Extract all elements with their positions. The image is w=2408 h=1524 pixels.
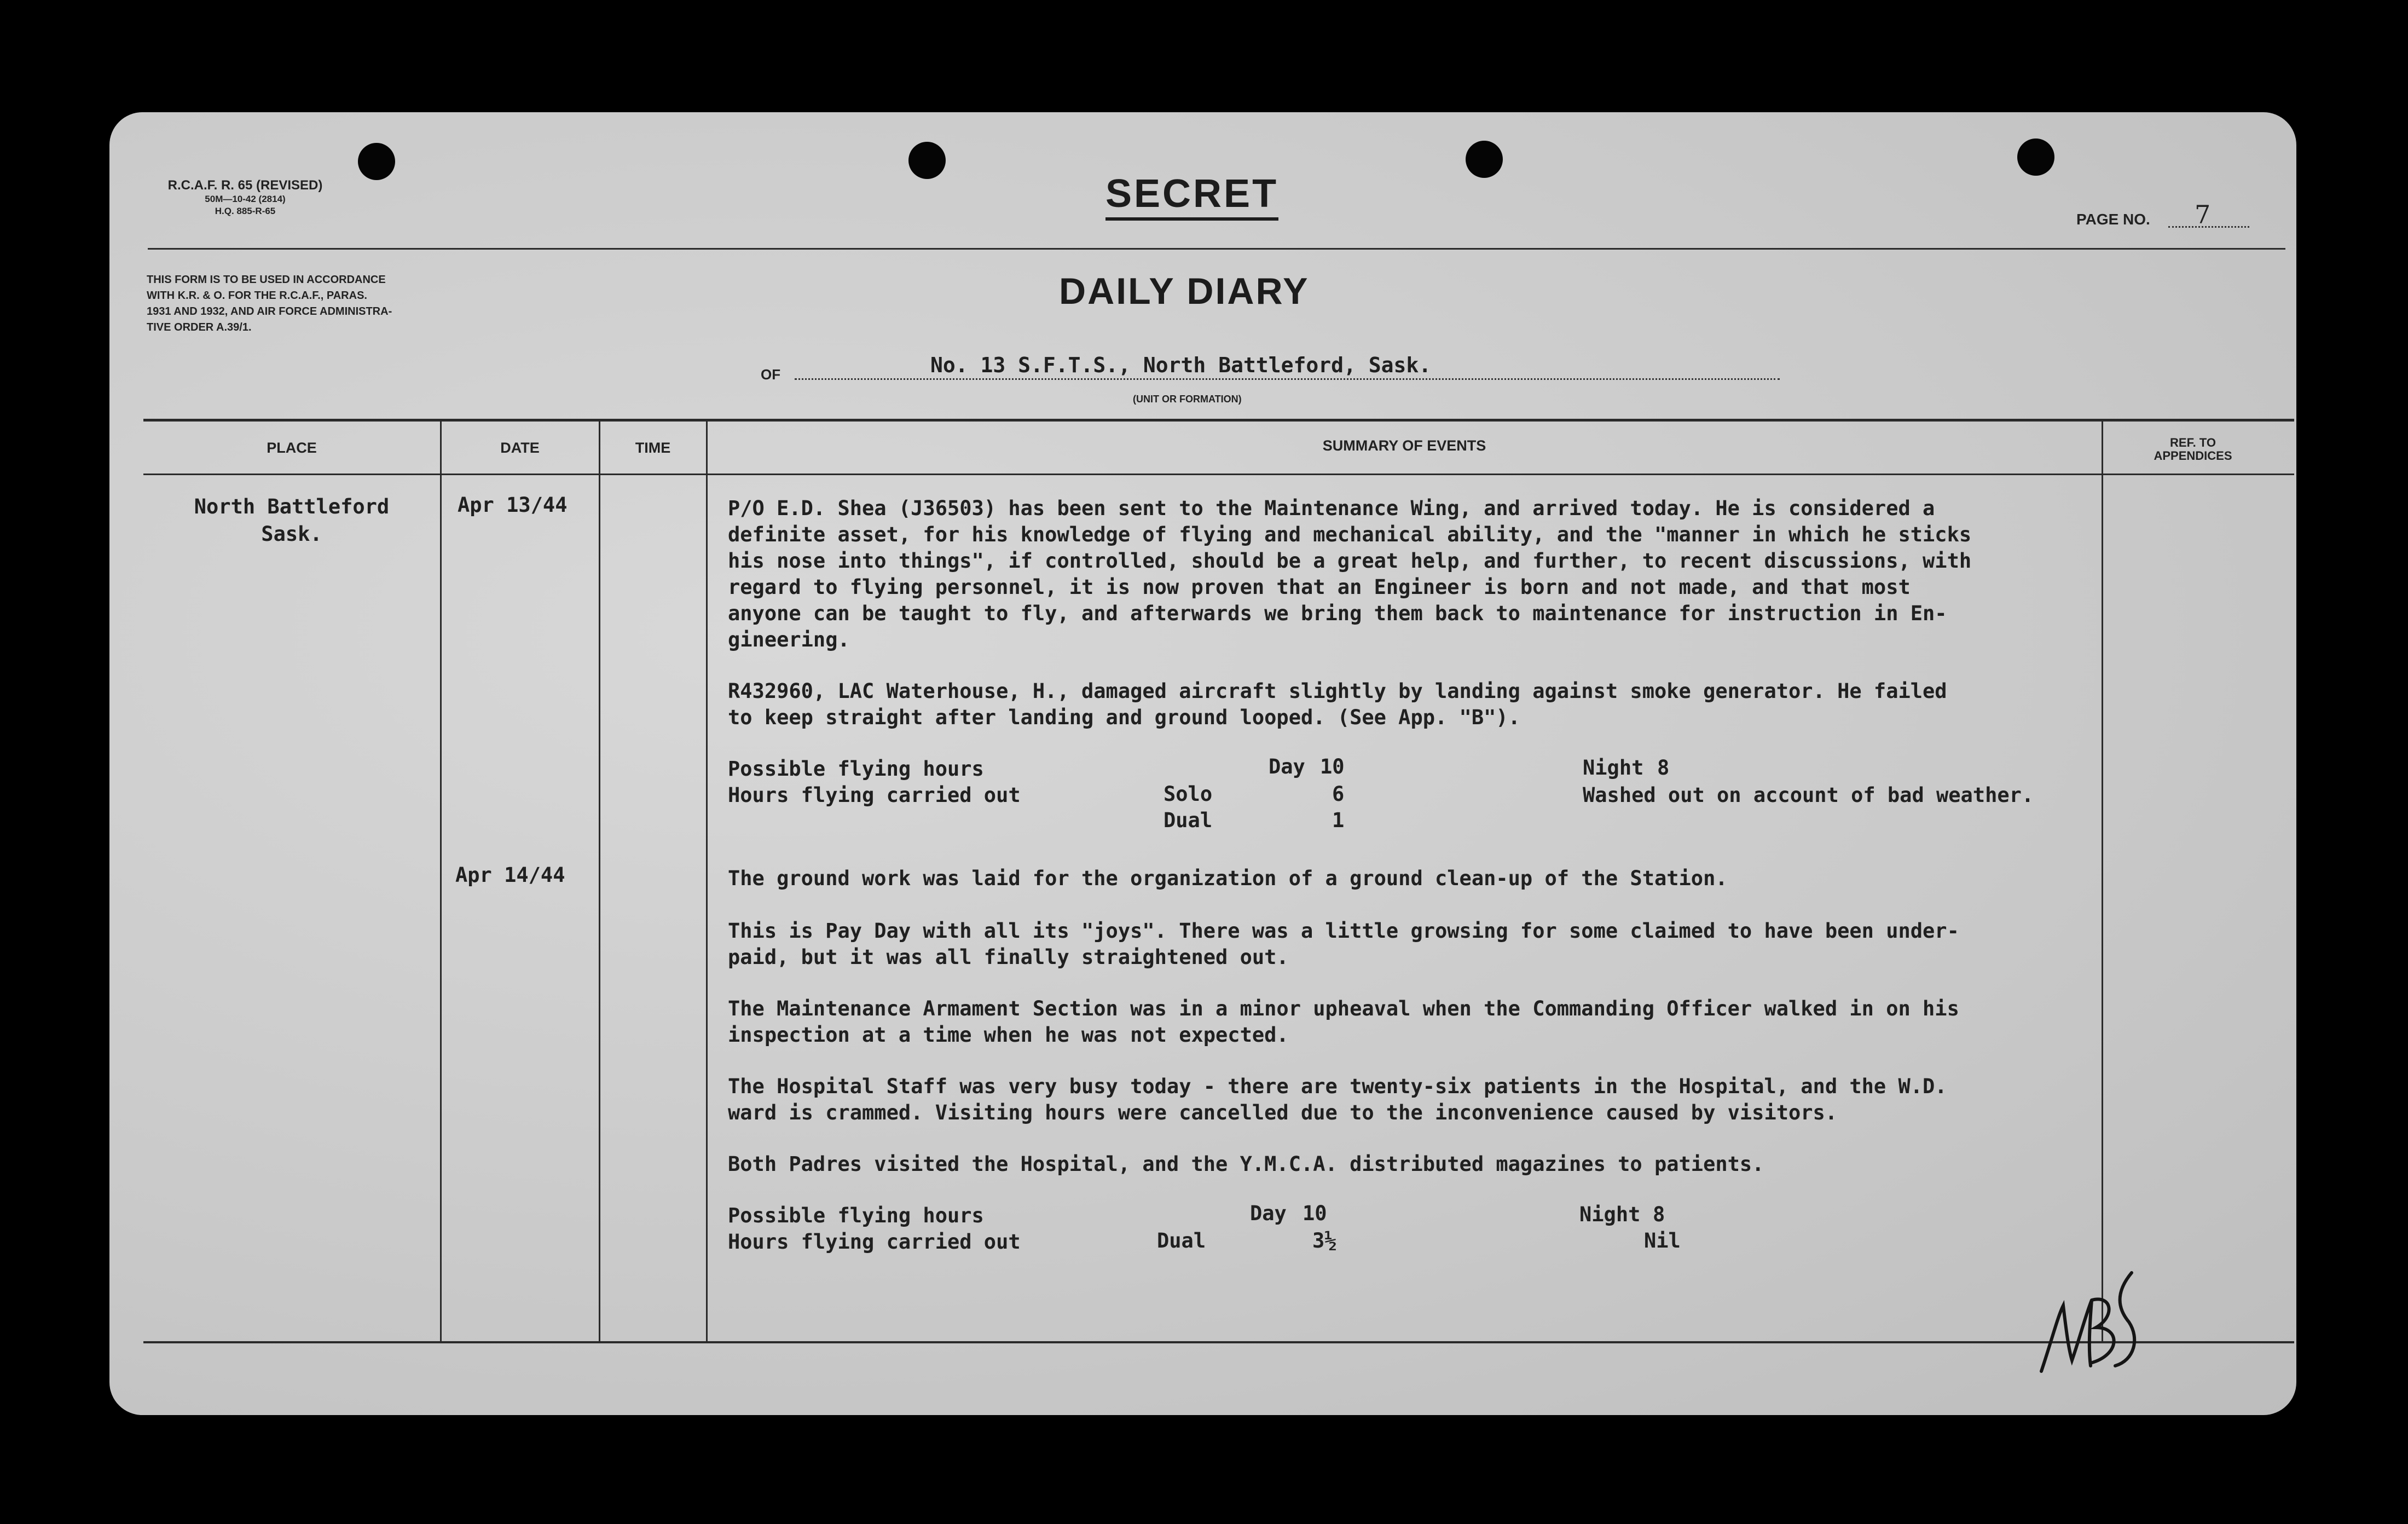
- entry-line: definite asset, for his knowledge of flying and mechanical ability, and the "manner in which he sticks: [728, 523, 1972, 546]
- day-label: Day: [1250, 1202, 1287, 1225]
- unit-underline: [795, 378, 1780, 380]
- print-code: 50M—10-42 (2814): [205, 194, 286, 204]
- entry-line: The Hospital Staff was very busy today - there are twenty-six patients in the Hospital, and the W.D.: [728, 1075, 1947, 1098]
- form-instructions: [147, 272, 392, 336]
- date-cell: Apr 14/44: [455, 863, 565, 887]
- column-divider: [599, 419, 600, 1343]
- entry-line: P/O E.D. Shea (J36503) has been sent to the Maintenance Wing, and arrived today. He is considered a: [728, 497, 1935, 520]
- entry-line: to keep straight after landing and ground looped. (See App. "B").: [728, 706, 1520, 729]
- diary-entry: [728, 865, 2096, 892]
- binder-hole: [908, 142, 946, 179]
- column-divider: [2102, 419, 2103, 1343]
- hq-code: H.Q. 885-R-65: [215, 206, 276, 216]
- unit-name: No. 13 S.F.T.S., North Battleford, Sask.: [930, 353, 1432, 377]
- carried-hours-label: Hours flying carried out: [728, 783, 1021, 807]
- night-label: Night: [1583, 756, 1644, 780]
- possible-hours-label: Possible flying hours: [728, 757, 984, 781]
- entry-line: ward is crammed. Visiting hours were cancelled due to the inconvenience caused by visitors.: [728, 1101, 1838, 1124]
- column-divider: [440, 419, 442, 1343]
- solo-hours: 6: [1332, 782, 1345, 806]
- entry-line: The ground work was laid for the organization of a ground clean-up of the Station.: [728, 867, 1728, 890]
- night-hours-carried: Nil: [1644, 1229, 1681, 1252]
- day-hours: 10: [1320, 755, 1345, 778]
- entry-line: gineering.: [728, 628, 850, 651]
- night-hours: 8: [1653, 1203, 1665, 1226]
- instruction-line: WITH K.R. & O. FOR THE R.C.A.F., PARAS.: [147, 290, 367, 302]
- day-label: Day: [1269, 755, 1305, 778]
- of-label: OF: [761, 366, 781, 383]
- diary-card: [109, 112, 2296, 1415]
- page-label: PAGE NO.: [2076, 211, 2150, 228]
- entry-line: The Maintenance Armament Section was in a minor upheaval when the Commanding Officer walked in on his: [728, 997, 1959, 1020]
- appendices-label: APPENDICES: [2154, 449, 2232, 463]
- entry-line: R432960, LAC Waterhouse, H., damaged aircraft slightly by landing against smoke generator. He failed: [728, 679, 1947, 703]
- binder-hole: [358, 143, 395, 180]
- place-province: Sask.: [261, 522, 322, 546]
- header-rule: [148, 248, 2285, 250]
- night-hours: 8: [1657, 756, 1670, 780]
- entry-line: regard to flying personnel, it is now proven that an Engineer is born and not made, and that most: [728, 575, 1911, 599]
- table-top-rule: [143, 419, 2294, 422]
- dual-hours: 1: [1332, 809, 1345, 832]
- entry-line: his nose into things", if controlled, should be a great help, and further, to recent discussions, with: [728, 549, 1972, 573]
- table-bottom-rule: [143, 1341, 2294, 1343]
- page-number: 7: [2195, 200, 2211, 229]
- instruction-line: 1931 AND 1932, AND AIR FORCE ADMINISTRA-: [147, 305, 392, 318]
- place-name: North Battleford: [194, 495, 390, 518]
- diary-entry: [728, 918, 2096, 971]
- form-number: R.C.A.F. R. 65 (REVISED): [167, 178, 323, 193]
- entry-line: anyone can be taught to fly, and afterwards we bring them back to maintenance for instruction in En-: [728, 602, 1947, 625]
- diary-entry: [728, 996, 2096, 1048]
- column-header-place: PLACE: [267, 440, 317, 456]
- column-header-summary: SUMMARY OF EVENTS: [1322, 437, 1486, 454]
- diary-entry: [728, 678, 2096, 731]
- dual-label: Dual: [1157, 1229, 1206, 1252]
- solo-label: Solo: [1164, 782, 1213, 806]
- entry-line: Both Padres visited the Hospital, and the Y.M.C.A. distributed magazines to patients.: [728, 1152, 1764, 1176]
- entry-line: This is Pay Day with all its "joys". There was a little growsing for some claimed to have been under-: [728, 919, 1959, 943]
- entry-line: inspection at a time when he was not expected.: [728, 1023, 1289, 1047]
- classification-stamp: SECRET: [1105, 171, 1278, 221]
- form-number-block: [152, 178, 338, 217]
- diary-entry: [728, 495, 2096, 653]
- column-divider: [706, 419, 708, 1343]
- column-header-date: DATE: [500, 440, 540, 456]
- signature-initials: [2019, 1256, 2151, 1388]
- column-header-time: TIME: [635, 440, 671, 456]
- place-cell: [143, 493, 440, 548]
- unit-caption: (UNIT OR FORMATION): [1133, 394, 1242, 405]
- instruction-line: TIVE ORDER A.39/1.: [147, 321, 252, 333]
- day-hours: 10: [1303, 1202, 1327, 1225]
- night-note: Washed out on account of bad weather.: [1583, 783, 2034, 807]
- ref-label: REF. TO: [2170, 436, 2216, 449]
- diary-entry: [728, 1151, 2096, 1177]
- dual-label: Dual: [1164, 809, 1213, 832]
- binder-hole: [1466, 141, 1503, 178]
- date-cell: Apr 13/44: [458, 493, 568, 517]
- table-header-rule: [143, 474, 2294, 475]
- instruction-line: THIS FORM IS TO BE USED IN ACCORDANCE: [147, 274, 386, 286]
- possible-hours-label: Possible flying hours: [728, 1204, 984, 1227]
- diary-entry: [728, 1073, 2096, 1126]
- page-title: DAILY DIARY: [1059, 270, 1310, 312]
- column-header-appendices: [2103, 436, 2283, 463]
- entry-line: paid, but it was all finally straightened out.: [728, 945, 1289, 969]
- binder-hole: [2017, 138, 2054, 176]
- night-label: Night: [1579, 1203, 1641, 1226]
- carried-hours-label: Hours flying carried out: [728, 1230, 1021, 1254]
- dual-hours: 3½: [1312, 1229, 1337, 1252]
